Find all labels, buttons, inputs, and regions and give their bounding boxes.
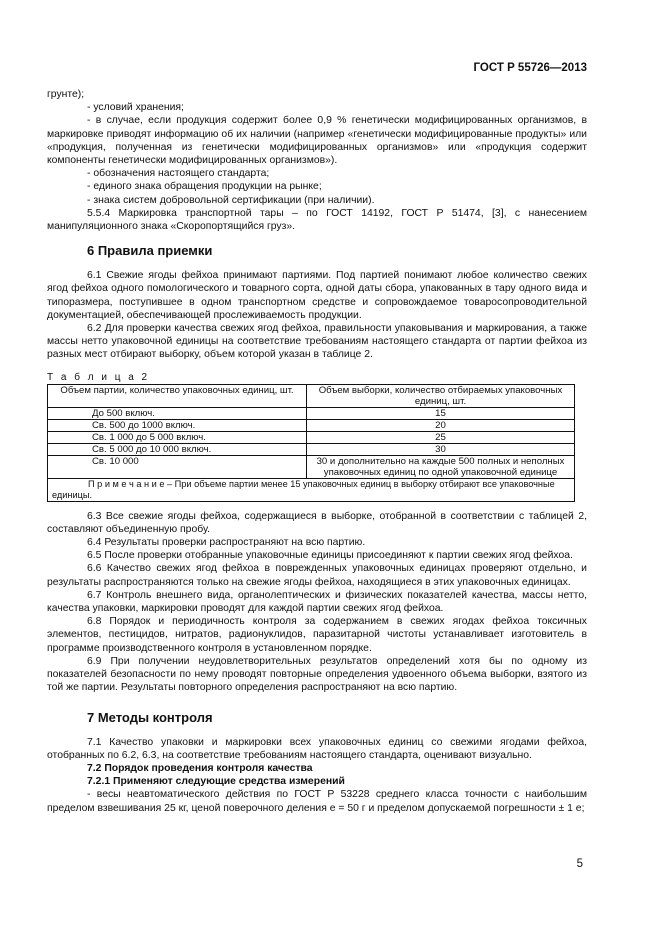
table-header-cell: Объем партии, количество упаковочных единиц, шт.	[48, 384, 307, 407]
table-row	[48, 455, 575, 478]
paragraph: 6.6 Качество свежих ягод фейхоа в поврежденных упаковочных единицах проверяют отдельно, и результаты распространяются только на свежие ягоды фейхоа, находящиеся в этих упаковочных единицах.	[47, 563, 587, 588]
table-cell: Св. 5 000 до 10 000 включ.	[48, 443, 307, 455]
subsection-heading: 7.2.1 Применяют следующие средства измерений	[87, 776, 345, 788]
paragraph: 6.1 Свежие ягоды фейхоа принимают партиями. Под партией понимают любое количество свежих ягод фейхоа одного помологического и товарного сорта, одной даты сбора, упакованных в тару одного вида и типоразмера, поступившее в одном транспортном средстве и сопровождаемое товаросопроводительной документацией, обеспечивающей прослеживаемость продукции.	[47, 270, 587, 321]
page-number: 5	[576, 858, 583, 870]
paragraph: 6.3 Все свежие ягоды фейхоа, содержащиеся в выборке, отобранной в соответствии с таблицей 2, составляют объединенную пробу.	[47, 510, 587, 535]
paragraph: - в случае, если продукция содержит более 0,9 % генетически модифицированных организмов, в маркировке приводят информацию об их наличии (например «генетически модифицированные продукты» или «продукция, полученная из генетически модифицированных организмов» или «продукция содержит компоненты генетически модифицированных организмов»).	[47, 115, 587, 167]
paragraph: 6.7 Контроль внешнего вида, органолептических и физических показателей качества, массы нетто, качества упаковки, маркировки проводят для каждой партии свежих ягод фейхоа.	[47, 589, 587, 615]
paragraph: грунте);	[47, 89, 85, 100]
table-cell: Св. 10 000	[48, 455, 307, 478]
table-cell: 15	[307, 407, 575, 419]
table-cell: 25	[307, 431, 575, 443]
page-content	[47, 88, 587, 815]
table-caption: Т а б л и ц а 2	[47, 371, 150, 383]
section-7-title: 7 Методы контроля	[87, 709, 213, 725]
table-cell: Св. 1 000 до 5 000 включ.	[48, 431, 307, 443]
paragraph: 6.2 Для проверки качества свежих ягод фейхоа, правильности упаковывания и маркирования, а также массы нетто упаковочной единицы на соответствие требованиям настоящего стандарта от партии фейхоа из разных мест отбирают выборку, объем которой указан в таблице 2.	[47, 323, 587, 361]
sample-size-table	[47, 384, 575, 502]
document-id-header: ГОСТ Р 55726—2013	[473, 62, 587, 74]
table-row	[48, 407, 575, 419]
list-item: - единого знака обращения продукции на рынке;	[87, 181, 322, 193]
table-cell: До 500 включ.	[48, 407, 307, 419]
table-note-text: – При объеме партии менее 15 упаковочных единиц в выборку отбирают все упаковочные единицы.	[52, 478, 555, 500]
paragraph: - весы неавтоматического действия по ГОСТ Р 53228 среднего класса точности с наибольшим пределом взвешивания 25 кг, ценой поверочного деления e = 50 г и пределом допускаемой погрешности ± 1 e;	[47, 789, 587, 814]
paragraph: 6.9 При получении неудовлетворительных результатов определений хотя бы по одному из показателей безопасности по нему проводят повторные определения удвоенного объема выборки, взятого из той же партии. Результаты повторного определения распространяют на всю партию.	[47, 655, 587, 694]
table-cell: 20	[307, 419, 575, 431]
table-cell: Св. 500 до 1000 включ.	[48, 419, 307, 431]
paragraph: 7.1 Качество упаковки и маркировки всех упаковочных единиц со свежими ягодами фейхоа, отобранных по 6.2, 6.3, на соответствие требованиям настоящего стандарта, оценивают визуально.	[47, 736, 587, 761]
table-note-row	[48, 478, 575, 501]
section-6-title: 6 Правила приемки	[87, 243, 213, 259]
table-header-row	[48, 384, 575, 407]
table-header-cell: Объем выборки, количество отбираемых упаковочных единиц, шт.	[307, 384, 575, 407]
subsection-heading: 7.2 Порядок проведения контроля качества	[87, 762, 313, 774]
table-cell: 30 и дополнительно на каждые 500 полных и неполных упаковочных единиц по одной упаковочной единице	[307, 455, 575, 478]
table-note	[48, 478, 575, 501]
table-row	[48, 443, 575, 455]
list-item: - обозначения настоящего стандарта;	[87, 168, 270, 180]
list-item: - условий хранения;	[87, 102, 184, 114]
table-note-label: П р и м е ч а н и е	[88, 478, 165, 489]
table-row	[48, 431, 575, 443]
paragraph: 5.5.4 Маркировка транспортной тары – по ГОСТ 14192, ГОСТ Р 51474, [3], с нанесением манипуляционного знака «Скоропортящийся груз».	[47, 207, 587, 233]
paragraph: 6.8 Порядок и периодичность контроля за содержанием в свежих ягодах фейхоа токсичных элементов, пестицидов, нитратов, радионуклидов, паразитарной чистоты устанавливает изготовитель в программе производственного контроля в установленном порядке.	[47, 616, 587, 654]
paragraph: 6.4 Результаты проверки распространяют на всю партию.	[87, 537, 366, 549]
paragraph: 6.5 После проверки отобранные упаковочные единицы присоединяют к партии свежих ягод фейхоа.	[87, 550, 573, 562]
table-row	[48, 419, 575, 431]
list-item: - знака систем добровольной сертификации (при наличии).	[87, 194, 375, 206]
table-cell: 30	[307, 443, 575, 455]
